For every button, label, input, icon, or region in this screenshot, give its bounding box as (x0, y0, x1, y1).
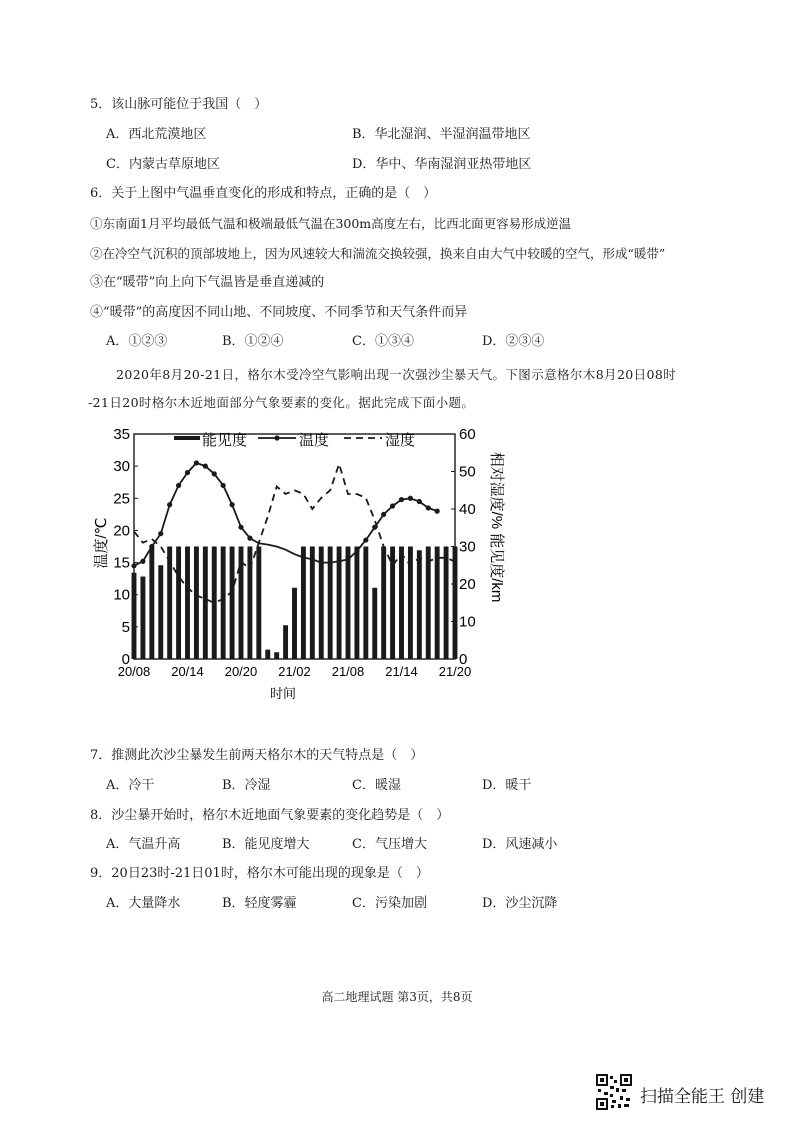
temperature-point (345, 557, 350, 562)
q8-option-c: C．气压增大 (352, 837, 427, 852)
visibility-bar (346, 547, 351, 660)
visibility-bar (301, 547, 306, 660)
q6-statement-4: ④“暖带”的高度因不同山地、不同坡度、不同季节和天气条件而异 (90, 305, 468, 320)
temperature-point (408, 496, 413, 501)
q5-option-c: C．内蒙古草原地区 (106, 157, 220, 172)
temperature-point (435, 509, 440, 514)
q6-statement-1: ①东南面1月平均最低气温和极端最低气温在300m高度左右，比西北面更容易形成逆温 (90, 216, 572, 231)
temperature-point (354, 548, 359, 553)
q5-stem: 5．该山脉可能位于我国（ ） (90, 97, 268, 112)
q9-option-c: C．污染加剧 (352, 896, 427, 911)
temperature-point (185, 470, 190, 475)
q9-option-d: D．沙尘沉降 (482, 896, 558, 911)
q6-statement-2: ②在冷空气沉积的顶部坡地上，因为风速较大和湍流交换较强，换来自由大气中较暖的空气，形成“暖带” (90, 246, 666, 261)
temperature-point (372, 525, 377, 530)
material-intro-line-1: 2020年8月20-21日，格尔木受冷空气影响出现一次强沙尘暴天气。下图示意格尔木8月20日08时 (116, 367, 677, 382)
visibility-bar (453, 547, 458, 660)
visibility-bar (158, 565, 163, 659)
chart-right-axis-label: 相对湿度/% 能见度/km (488, 451, 505, 603)
q7-option-d: D．暖干 (482, 778, 532, 793)
temperature-point (212, 471, 217, 476)
q6-stem: 6．关于上图中气温垂直变化的形成和特点，正确的是（ ） (90, 186, 437, 201)
temperature-point (390, 503, 395, 508)
left-axis-tick-label: 30 (113, 458, 130, 476)
temperature-point (167, 502, 172, 507)
q6-option-d: D．②③④ (482, 334, 545, 349)
temperature-point (194, 460, 199, 465)
legend-humidity-label: 湿度 (385, 432, 416, 449)
visibility-bar (363, 547, 368, 660)
q8-option-d: D．风速减小 (482, 837, 558, 852)
x-axis-tick-label: 21/02 (278, 664, 311, 679)
x-axis-tick-label: 20/08 (117, 664, 151, 679)
visibility-bar (292, 588, 297, 659)
right-axis-tick-label: 30 (459, 538, 476, 556)
temperature-point (158, 531, 163, 536)
legend-visibility-label: 能见度 (202, 432, 248, 449)
right-axis-tick-label: 10 (459, 613, 476, 631)
visibility-bar (140, 577, 145, 660)
temperature-point (149, 544, 154, 549)
q9-stem: 9．20日23时-21日01时，格尔木可能出现的现象是（ ） (90, 866, 429, 881)
right-axis-tick-label: 60 (459, 426, 476, 443)
left-axis-tick-label: 25 (113, 490, 130, 508)
x-axis-tick-label: 20/14 (171, 664, 204, 679)
weather-chart (93, 420, 505, 710)
visibility-bar (283, 625, 288, 659)
x-axis-tick-label: 20/20 (224, 664, 258, 679)
q5-option-d: D．华中、华南湿润亚热带地区 (352, 157, 532, 172)
visibility-bar (426, 547, 431, 660)
q5-option-b: B．华北湿润、半湿润温带地区 (352, 127, 531, 142)
temperature-point (229, 502, 234, 507)
visibility-bar (185, 547, 190, 660)
visibility-bar (132, 573, 137, 659)
temperature-point (247, 536, 252, 541)
visibility-bar (149, 547, 154, 660)
legend-temperature-label: 温度 (299, 432, 330, 449)
temperature-point (381, 512, 386, 517)
visibility-bar (256, 547, 261, 660)
page-footer: 高二地理试题 第3页，共8页 (321, 990, 473, 1004)
temperature-point (176, 483, 181, 488)
visibility-bar (167, 547, 172, 660)
visibility-bar (337, 547, 342, 660)
q6-option-a: A．①②③ (106, 334, 168, 349)
right-axis-tick-label: 20 (459, 576, 476, 593)
visibility-bar (399, 547, 404, 660)
visibility-bar (417, 550, 422, 659)
q6-option-b: B．①②④ (222, 334, 284, 349)
left-axis-tick-label: 20 (113, 522, 130, 540)
x-axis-tick-label: 21/20 (438, 664, 472, 679)
qr-code-icon (596, 1074, 632, 1110)
visibility-bar (354, 547, 359, 660)
left-axis-tick-label: 15 (113, 554, 130, 572)
temperature-point (417, 499, 422, 504)
visibility-bar (372, 588, 377, 659)
visibility-bar (310, 547, 315, 660)
legend-visibility-swatch (174, 436, 200, 440)
temperature-point (140, 559, 145, 564)
temperature-point (221, 483, 226, 488)
q7-stem: 7．推测此次沙尘暴发生前两天格尔木的天气特点是（ ） (90, 748, 424, 763)
visibility-bar (435, 547, 440, 660)
x-axis-tick-label: 21/08 (331, 664, 365, 679)
chart-x-axis-label: 时间 (269, 686, 297, 701)
right-axis-tick-label: 0 (459, 651, 468, 668)
visibility-bar (381, 547, 386, 660)
visibility-bar (203, 547, 208, 660)
visibility-bar (265, 650, 270, 659)
right-axis-tick-label: 40 (459, 501, 476, 518)
visibility-bar (444, 547, 449, 660)
q6-statement-3: ③在“暖带”向上向下气温皆是垂直递减的 (90, 275, 325, 290)
visibility-bar (274, 652, 279, 659)
q6-option-c: C．①③④ (352, 334, 414, 349)
legend-temperature-marker (274, 435, 279, 440)
material-intro-line-2: -21日20时格尔木近地面部分气象要素的变化。据此完成下面小题。 (88, 395, 475, 410)
temperature-point (363, 537, 368, 542)
temperature-point (131, 563, 136, 568)
q7-option-a: A．冷干 (106, 778, 155, 793)
humidity-series-line (134, 464, 455, 603)
visibility-bar (194, 547, 199, 660)
temperature-point (238, 525, 243, 530)
q8-option-b: B．能见度增大 (222, 837, 310, 852)
q5-option-a: A．西北荒漠地区 (106, 127, 207, 142)
temperature-point (399, 497, 404, 502)
right-axis-tick-label: 50 (459, 463, 476, 481)
q7-option-c: C．暖湿 (352, 778, 401, 793)
visibility-bar (176, 547, 181, 660)
q7-option-b: B．冷湿 (222, 778, 271, 793)
left-axis-tick-label: 5 (121, 618, 130, 636)
visibility-bar (221, 547, 226, 660)
visibility-bar (230, 547, 235, 660)
chart-left-axis-label: 温度/℃ (93, 517, 110, 569)
left-axis-tick-label: 35 (113, 426, 130, 443)
q8-option-a: A．气温升高 (106, 837, 181, 852)
temperature-point (203, 464, 208, 469)
q9-option-a: A．大量降水 (106, 896, 181, 911)
q9-option-b: B．轻度雾霾 (222, 896, 297, 911)
q8-stem: 8．沙尘暴开始时，格尔木近地面气象要素的变化趋势是（ ） (90, 808, 450, 823)
temperature-point (426, 505, 431, 510)
left-axis-tick-label: 10 (113, 586, 130, 604)
left-axis-tick-label: 0 (121, 651, 130, 668)
x-axis-tick-label: 21/14 (385, 664, 418, 679)
scanner-brand-text: 扫描全能王 创建 (640, 1087, 765, 1107)
